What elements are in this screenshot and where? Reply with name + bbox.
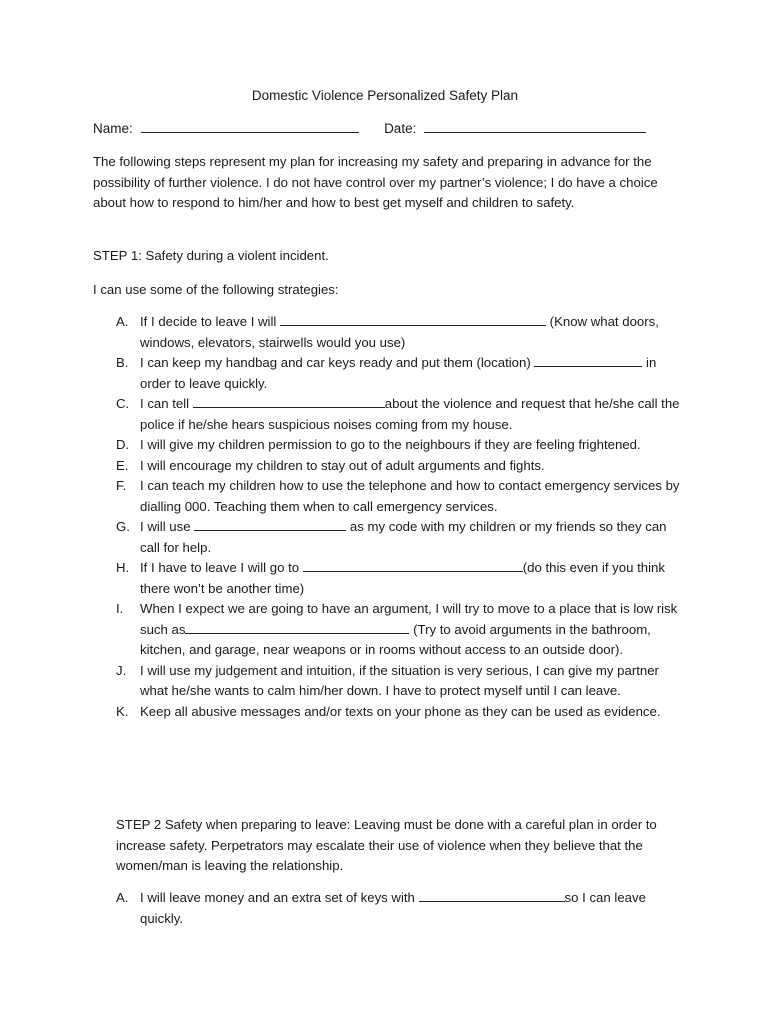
list-item: B. I can keep my handbag and car keys ready and put them (location) in order to leave quickly. (116, 355, 657, 391)
item-letter: A. (116, 314, 129, 329)
document-title: Domestic Violence Personalized Safety Plan (251, 88, 519, 103)
item-letter: K. (116, 703, 129, 719)
fill-blank[interactable] (194, 518, 346, 531)
strategies-intro: I can use some of the following strategies: (93, 282, 339, 297)
list-item: J. I will use my judgement and intuition, if the situation is very serious, I can give my partner what he/she wants to calm him/her down. I have to protect myself until I can leave. (116, 662, 659, 698)
date-label: Date: (384, 121, 417, 136)
list-item: E. I will encourage my children to stay out of adult arguments and fights. (116, 456, 681, 477)
list-item: C. I can tell about the violence and request that he/she call the police if he/she hears suspicious noises coming from my house. (116, 396, 680, 432)
step1-list (116, 312, 681, 722)
list-item: F. I can teach my children how to use the telephone and how to contact emergency services by dialling 000. Teaching them when to call emergency services. (116, 478, 680, 514)
name-field[interactable] (141, 120, 359, 133)
list-item: K. Keep all abusive messages and/or texts on your phone as they can be used as evidence. (116, 702, 681, 723)
list-item: I. When I expect we are going to have an argument, I will try to move to a place that is low risk such as (Try to avoid arguments in the bathroom, kitchen, and garage, near weapons or in rooms without access to an outside door). (116, 601, 678, 657)
step2-list (116, 888, 681, 929)
name-label: Name: (93, 121, 133, 136)
step1-heading: STEP 1: Safety during a violent incident. (93, 248, 329, 263)
item-letter: D. (116, 437, 130, 452)
item-letter: J. (116, 662, 127, 678)
list-item: D. I will give my children permission to go to the neighbours if they are feeling frightened. (116, 435, 681, 456)
intro-paragraph: The following steps represent my plan for increasing my safety and preparing in advance for the possibility of further violence. I do not have control over my partner’s violence; I do have a choice about how to respond to him/her and how to best get myself and children to safety. (93, 154, 658, 210)
list-item: H. If I have to leave I will go to (do this even if you think there won’t be another time) (116, 560, 665, 596)
fill-blank[interactable] (193, 395, 385, 408)
item-letter: A. (116, 890, 129, 905)
item-letter: C. (116, 396, 130, 411)
fill-blank[interactable] (419, 889, 565, 902)
date-field[interactable] (424, 120, 646, 133)
fill-blank[interactable] (534, 354, 642, 367)
item-letter: E. (116, 457, 129, 473)
fill-blank[interactable] (185, 621, 409, 634)
name-date-row (93, 120, 646, 136)
list-item: G. I will use as my code with my children or my friends so they can call for help. (116, 519, 667, 555)
list-item: A. If I decide to leave I will (Know what doors, windows, elevators, stairwells would you use) (116, 314, 659, 350)
item-letter: G. (116, 519, 130, 534)
item-letter: F. (116, 478, 127, 493)
item-letter: I. (116, 601, 124, 616)
step2-heading: STEP 2 Safety when preparing to leave: Leaving must be done with a careful plan in order to increase safety. Perpetrators may escalate their use of violence when they believe that the women/man is leaving the relationship. (116, 817, 657, 873)
item-letter: H. (116, 560, 130, 575)
fill-blank[interactable] (303, 559, 523, 572)
item-letter: B. (116, 355, 129, 370)
list-item: A. I will leave money and an extra set of keys with so I can leave quickly. (116, 890, 646, 926)
fill-blank[interactable] (280, 313, 546, 326)
